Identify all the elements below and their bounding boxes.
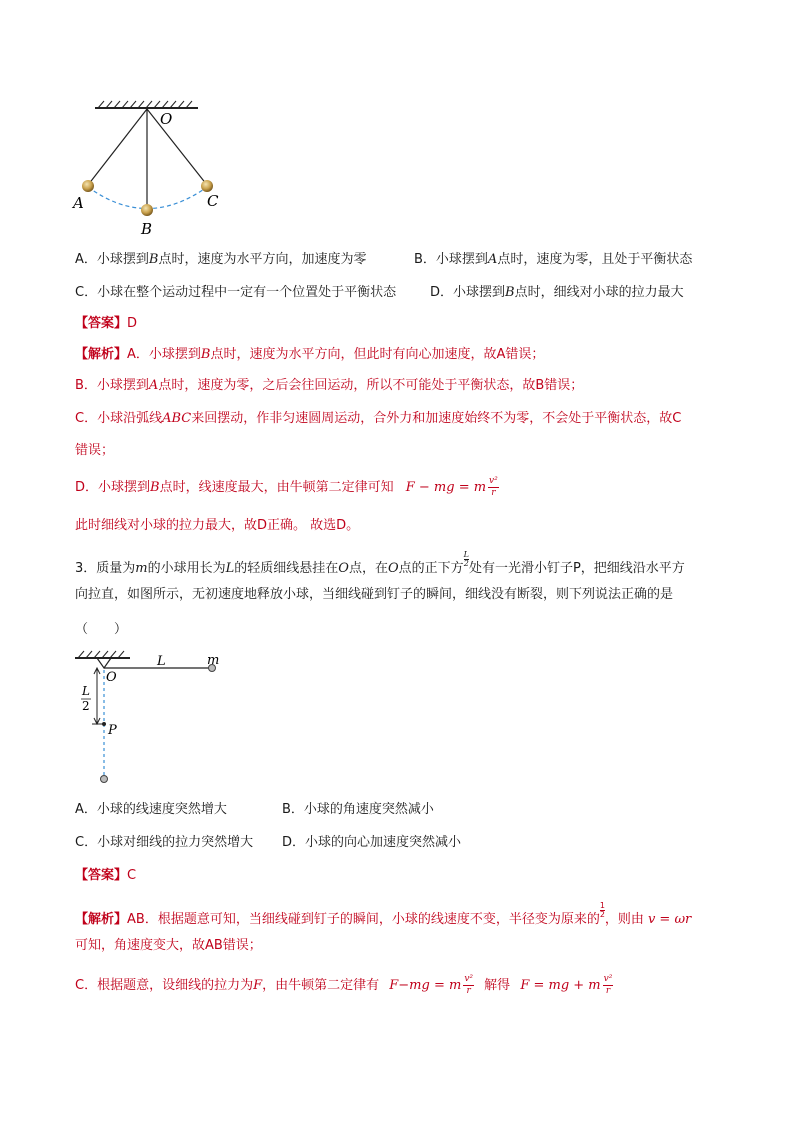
q3-answer: 【答案】C [75,868,137,883]
q2-option-a: A．小球摆到B点时，速度为水平方向，加速度为零 [75,252,367,267]
newton-equation: F − mg = m [405,480,487,495]
q3-option-c: C．小球对细线的拉力突然增大 [75,835,254,850]
q2-analysis-b: B．小球摆到A点时，速度为零，之后会往回运动，所以不可能处于平衡状态，故B错误； [75,378,584,393]
q3-option-a: A．小球的线速度突然增大 [75,802,227,817]
ball-bottom [101,776,108,783]
nail-P [102,722,106,726]
q2-option-b: B．小球摆到A点时，速度为零，且处于平衡状态 [414,252,693,267]
q2-analysis-d: D．小球摆到B点时，线速度最大，由牛顿第二定律可知 F − mg = m $\frac{\text{v²}}{r}$ [75,476,498,498]
q2-answer: 【答案】D [75,316,138,331]
label-P: P [108,723,117,738]
dimension-arrow [92,668,102,724]
q3-analysis-ab: 【解析】AB．根据题意可知，当细线碰到钉子的瞬间，小球的线速度不变，半径变为原来的 $\frac{1}{2}$ ，则由 v = ωr [75,901,692,927]
q3-stem-line2: 向拉直，如图所示，无初速度地释放小球，当细线碰到钉子的瞬间，细线没有断裂，则下列说法正确的是 [75,587,674,602]
q2-option-d: D．小球摆到B点时，细线对小球的拉力最大 [430,285,684,300]
q3-option-b: B．小球的角速度突然减小 [282,802,434,817]
label-O: O [160,110,173,128]
q2-analysis-a: 【解析】A．小球摆到B点时，速度为水平方向，但此时有向心加速度，故A错误； [75,347,545,362]
q3-analysis-ab-cont: 可知，角速度变大，故AB错误； [75,938,262,953]
label-half-den: 2 [82,699,90,713]
ceiling-2 [75,651,130,668]
q2-analysis-c: C．小球沿弧线ABC来回摆动，作非匀速圆周运动，合外力和加速度始终不为零，不会处于平衡状态，故C [75,411,682,426]
q3-option-d: D．小球的向心加速度突然减小 [282,835,462,850]
label-L: L [157,654,166,669]
q3-analysis-c: C．根据题意，设细线的拉力为F，由牛顿第二定律有 F−mg = m $\frac{\text{v²}}{r}$ 解得 F = mg + m $\frac{\text{v²}}{r}$ [75,974,613,996]
q3-stem-line1: 3．质量为m的小球用长为L的轻质细线悬挂在O点，在O点的正下方 $\frac{L}{2}$ 处有一光滑小钉子P，把细线沿水平方 [75,550,685,576]
label-half-num: L [82,684,90,698]
q2-conclusion: 此时细线对小球的拉力最大，故D正确。 故选D。 [75,518,360,533]
label-C: C [207,192,219,210]
label-O-2: O [106,670,117,685]
label-m: m [207,653,220,668]
q2-option-c: C．小球在整个运动过程中一定有一个位置处于平衡状态 [75,285,397,300]
label-B: B [141,220,153,238]
label-A: A [73,194,84,212]
q3-stem-line3: （ ） [75,622,128,637]
fraction-v2-r: $\frac{\text{v²}}{r}$ [489,476,498,498]
q2-analysis-c-cont: 错误； [75,443,115,458]
